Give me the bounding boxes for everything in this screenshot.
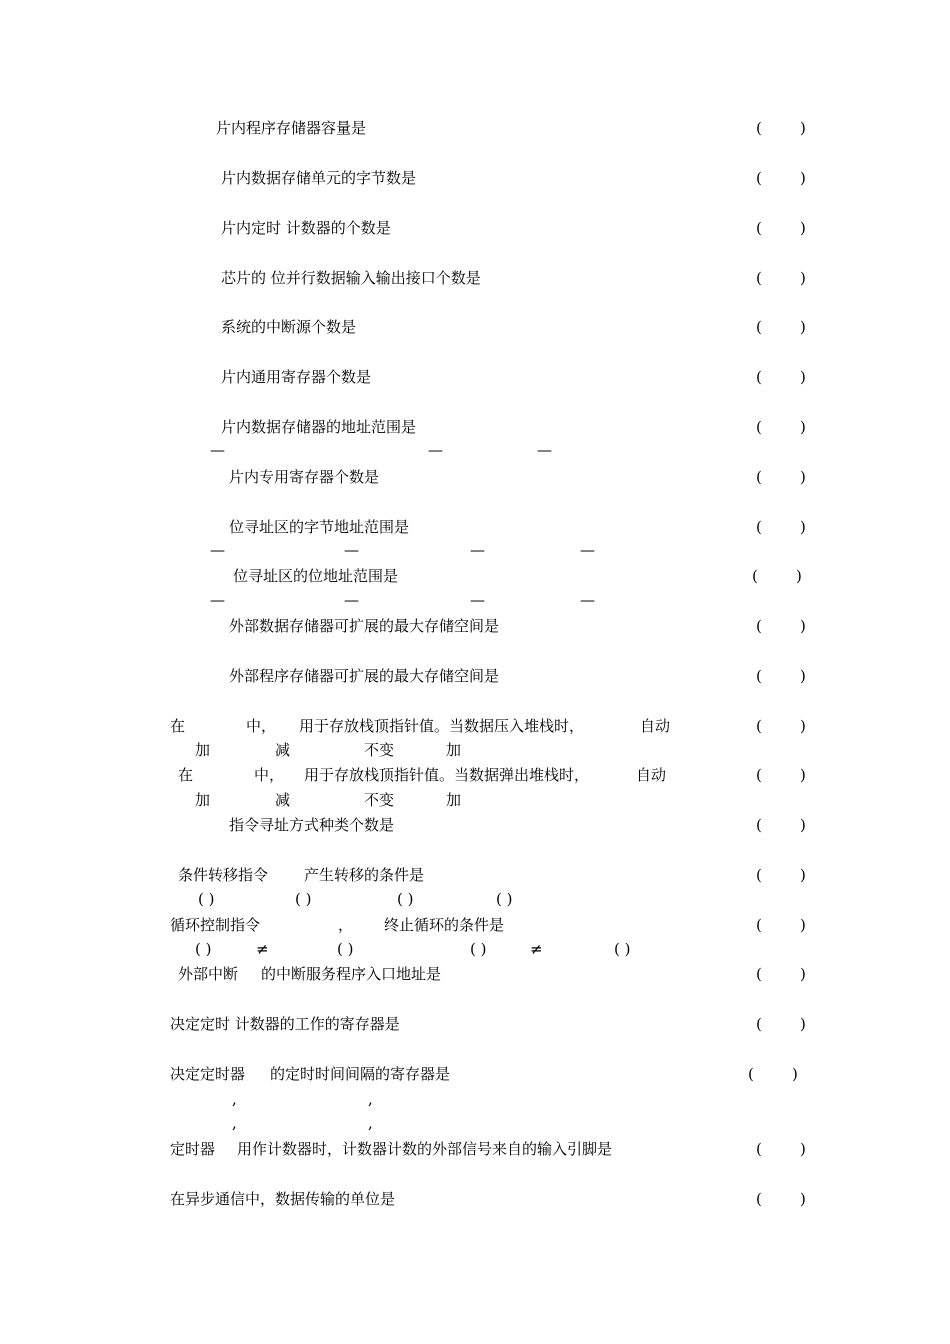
- option-dash: —: [537, 441, 552, 459]
- question-11: 外部数据存储器可扩展的最大存储空间是: [229, 617, 500, 635]
- question-21-part: 用作计数器时，计数器计数的外部信号来自的输入引脚是: [237, 1140, 613, 1158]
- answer-bracket-close: ): [800, 468, 806, 486]
- option-neq: ≠: [530, 940, 543, 958]
- question-17-part: ，: [338, 916, 354, 934]
- answer-bracket-open: (: [756, 667, 762, 685]
- answer-bracket-close: ): [800, 617, 806, 635]
- question-2: 片内数据存储单元的字节数是: [221, 169, 417, 187]
- option-paren: ( ): [614, 940, 631, 958]
- answer-bracket-close: ): [800, 219, 806, 237]
- question-13-part: 在: [170, 717, 186, 735]
- option-label: 不变: [364, 741, 395, 759]
- answer-bracket-close: ): [800, 965, 806, 983]
- option-dash: —: [210, 441, 225, 459]
- answer-bracket-open: (: [756, 866, 762, 884]
- answer-bracket-open: (: [756, 518, 762, 536]
- option-dash: —: [210, 591, 225, 609]
- question-14-part: 自动: [636, 766, 667, 784]
- answer-bracket-open: (: [756, 169, 762, 187]
- answer-bracket-close: ): [800, 1140, 806, 1158]
- question-6: 片内通用寄存器个数是: [221, 368, 372, 386]
- answer-bracket-open: (: [756, 269, 762, 287]
- option-paren: ( ): [198, 890, 215, 908]
- answer-bracket-close: ): [800, 169, 806, 187]
- question-10: 位寻址区的位地址范围是: [233, 567, 399, 585]
- option-paren: ( ): [195, 940, 212, 958]
- answer-bracket-open: (: [756, 418, 762, 436]
- answer-bracket-open: (: [756, 468, 762, 486]
- option-label: 不变: [364, 791, 395, 809]
- option-label: 加: [195, 791, 211, 809]
- option-dash: —: [580, 591, 595, 609]
- answer-bracket-open: (: [756, 318, 762, 336]
- option-dash: —: [470, 591, 485, 609]
- option-paren: ( ): [496, 890, 513, 908]
- answer-bracket-close: ): [792, 1065, 798, 1083]
- answer-bracket-close: ): [800, 766, 806, 784]
- question-13-part: 中，: [246, 717, 277, 735]
- option-label: 减: [275, 741, 291, 759]
- answer-bracket-open: (: [756, 916, 762, 934]
- option-label: 加: [446, 791, 462, 809]
- answer-bracket-close: ): [800, 269, 806, 287]
- question-4: 芯片的 位并行数据输入输出接口个数是: [221, 269, 481, 287]
- option-neq: ≠: [256, 940, 269, 958]
- answer-bracket-close: ): [800, 816, 806, 834]
- answer-bracket-open: (: [752, 567, 758, 585]
- option-comma: ,: [232, 1114, 237, 1132]
- option-paren: ( ): [295, 890, 312, 908]
- option-dash: —: [470, 541, 485, 559]
- question-12: 外部程序存储器可扩展的最大存储空间是: [229, 667, 500, 685]
- answer-bracket-open: (: [756, 965, 762, 983]
- question-21-part: 定时器: [170, 1140, 216, 1158]
- question-18-part: 外部中断: [178, 965, 239, 983]
- question-14-part: 在: [178, 766, 194, 784]
- option-label: 减: [275, 791, 291, 809]
- answer-bracket-open: (: [756, 766, 762, 784]
- question-18-part: 的中断服务程序入口地址是: [261, 965, 442, 983]
- option-comma: ,: [232, 1090, 237, 1108]
- option-dash: —: [344, 541, 359, 559]
- question-16-part: 产生转移的条件是: [304, 866, 425, 884]
- answer-bracket-close: ): [800, 518, 806, 536]
- option-paren: ( ): [470, 940, 487, 958]
- question-17-part: 终止循环的条件是: [384, 916, 505, 934]
- question-13-part: 自动: [640, 717, 671, 735]
- answer-bracket-close: ): [796, 567, 802, 585]
- question-13-part: 用于存放栈顶指针值。当数据压入堆栈时，: [299, 717, 585, 735]
- option-dash: —: [580, 541, 595, 559]
- answer-bracket-close: ): [800, 119, 806, 137]
- option-dash: —: [428, 441, 443, 459]
- answer-bracket-open: (: [756, 1015, 762, 1033]
- question-17-part: 循环控制指令: [170, 916, 261, 934]
- question-3: 片内定时 计数器的个数是: [221, 219, 391, 237]
- answer-bracket-open: (: [748, 1065, 754, 1083]
- answer-bracket-open: (: [756, 1140, 762, 1158]
- answer-bracket-open: (: [756, 717, 762, 735]
- answer-bracket-open: (: [756, 119, 762, 137]
- answer-bracket-open: (: [756, 219, 762, 237]
- answer-bracket-open: (: [756, 816, 762, 834]
- question-16-part: 条件转移指令: [178, 866, 269, 884]
- answer-bracket-open: (: [756, 368, 762, 386]
- question-15: 指令寻址方式种类个数是: [229, 816, 395, 834]
- option-label: 加: [446, 741, 462, 759]
- question-1: 片内程序存储器容量是: [216, 119, 367, 137]
- question-14-part: 中，: [254, 766, 285, 784]
- question-14-part: 用于存放栈顶指针值。当数据弹出堆栈时，: [304, 766, 590, 784]
- question-5: 系统的中断源个数是: [221, 318, 357, 336]
- option-dash: —: [344, 591, 359, 609]
- question-8: 片内专用寄存器个数是: [229, 468, 380, 486]
- question-9: 位寻址区的字节地址范围是: [229, 518, 410, 536]
- answer-bracket-open: (: [756, 617, 762, 635]
- option-comma: ,: [368, 1114, 373, 1132]
- answer-bracket-close: ): [800, 1015, 806, 1033]
- answer-bracket-close: ): [800, 717, 806, 735]
- question-20-part: 决定定时器: [170, 1065, 246, 1083]
- answer-bracket-close: ): [800, 1190, 806, 1208]
- answer-bracket-close: ): [800, 916, 806, 934]
- answer-bracket-open: (: [756, 1190, 762, 1208]
- answer-bracket-close: ): [800, 318, 806, 336]
- question-20-part: 的定时时间间隔的寄存器是: [270, 1065, 451, 1083]
- option-label: 加: [195, 741, 211, 759]
- question-7: 片内数据存储器的地址范围是: [221, 418, 417, 436]
- answer-bracket-close: ): [800, 368, 806, 386]
- question-19: 决定定时 计数器的工作的寄存器是: [170, 1015, 400, 1033]
- option-comma: ,: [368, 1090, 373, 1108]
- answer-bracket-close: ): [800, 418, 806, 436]
- option-paren: ( ): [397, 890, 414, 908]
- question-22: 在异步通信中，数据传输的单位是: [170, 1190, 396, 1208]
- option-paren: ( ): [337, 940, 354, 958]
- answer-bracket-close: ): [800, 667, 806, 685]
- option-dash: —: [210, 541, 225, 559]
- answer-bracket-close: ): [800, 866, 806, 884]
